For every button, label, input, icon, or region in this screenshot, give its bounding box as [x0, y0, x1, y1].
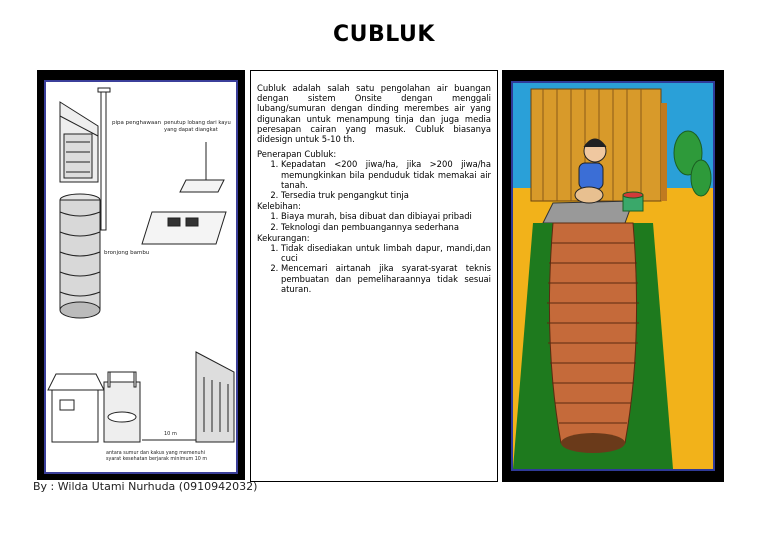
distance-caption: antara sumur dan kakus yang memenuhi syarat kesehatan berjarak minimum 10 m [106, 451, 208, 462]
bucket-illustration [623, 192, 643, 211]
cubluk-diagram-frame [37, 70, 245, 480]
cover-illustration [142, 142, 226, 244]
latrine-hut-illustration [60, 102, 98, 182]
cubluk-illustration [511, 81, 715, 471]
list-item: 1. Biaya murah, bisa dibuat dan dibiayai pribadi [281, 211, 491, 221]
section-heading: Kelebihan: [257, 201, 301, 212]
section-list [257, 243, 491, 294]
section-list [257, 159, 491, 200]
list-item: 1. Tidak disediakan untuk limbah dapur, mandi,dan cuci [281, 243, 491, 263]
slab-illustration [543, 201, 633, 223]
page-title: CUBLUK [333, 22, 435, 47]
list-item: 2. Tersedia truk pengangkut tinja [281, 190, 491, 200]
author-credit: By : Wilda Utami Nurhuda (0910942032) [33, 480, 258, 493]
cubluk-diagram [44, 80, 238, 474]
distance-label: 10 m [164, 431, 177, 437]
house-well-illustration [48, 352, 234, 442]
section-heading: Kekurangan: [257, 232, 310, 243]
list-item: 2. Teknologi dan pembuangannya sederhana [281, 222, 491, 232]
cover-label-line: penutup lobang dari kayu yang dapat diangkat [164, 120, 231, 133]
cubluk-illustration-frame [502, 70, 724, 482]
list-item: 2. Mencemari airtanah jika syarat-syarat teknis pembuatan dan pemeliharaannya tidak sesuai aturan. [281, 263, 491, 294]
list-item: 1. Kepadatan <200 jiwa/ha, jika >200 jiwa/ha memungkinkan bila penduduk tidak memakai air tanah. [281, 159, 491, 190]
intro-paragraph: Cubluk adalah salah satu pengolahan air buangan dengan sistem Onsite dengan menggali lubang/sumuran dengan dinding merembes air yang digunakan untuk menampung tinja dan juga media peresapan cairan yang masuk. Cubluk biasanya didesign untuk 5-10 th. [257, 83, 491, 145]
section-list [257, 211, 491, 231]
description-box [250, 70, 498, 482]
pipe-label: pipa penghawaan [112, 120, 162, 126]
brick-pit-illustration [547, 223, 639, 453]
bamboo-label: bronjong bambu [104, 250, 150, 256]
section-heading: Penerapan Cubluk: [257, 149, 337, 160]
bamboo-pit-illustration [60, 194, 100, 318]
